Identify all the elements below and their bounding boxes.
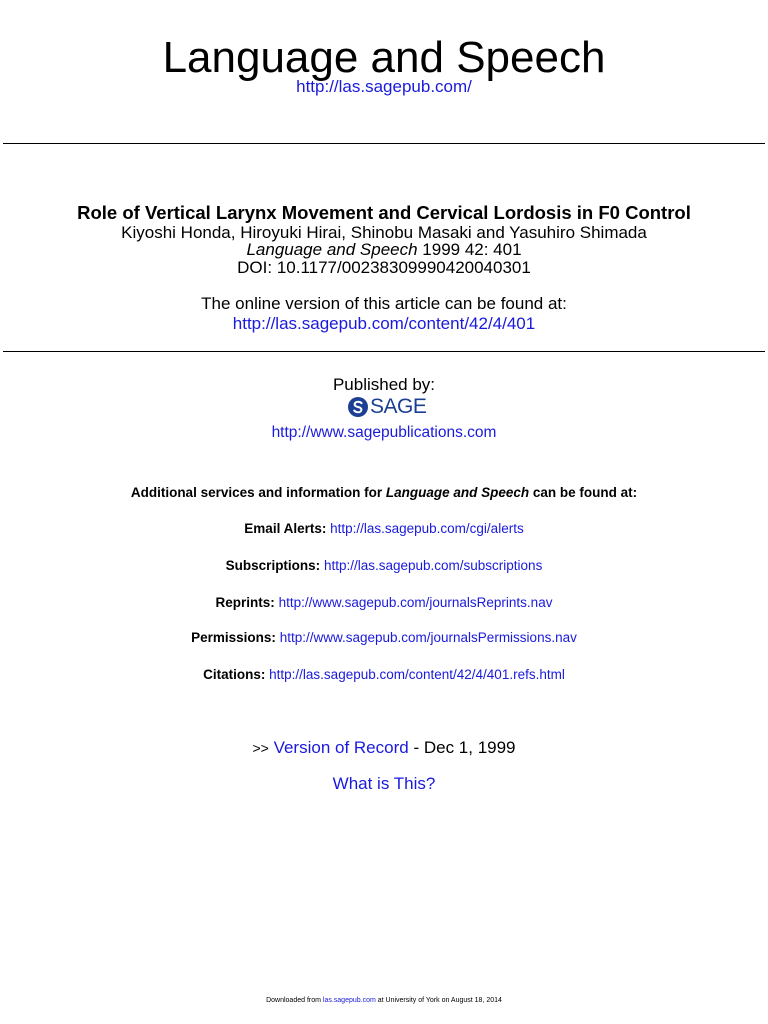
article-title: Role of Vertical Larynx Movement and Cervical Lordosis in F0 Control (77, 202, 691, 223)
version-of-record-line (0, 737, 768, 759)
online-version-line (0, 314, 768, 334)
service-row-citations (0, 666, 768, 684)
record-arrow: >> (252, 740, 269, 756)
citation-journal: Language and Speech (246, 240, 418, 259)
service-row-email-alerts (0, 520, 768, 538)
article-authors: Kiyoshi Honda, Hiroyuki Hirai, Shinobu Masaki and Yasuhiro Shimada (121, 223, 647, 242)
service-label: Subscriptions: (225, 558, 321, 573)
services-journal: Language and Speech (385, 485, 530, 500)
journal-url-link[interactable]: http://las.sagepub.com/ (296, 77, 472, 96)
middle-divider (3, 351, 765, 352)
footer-prefix: Downloaded from (266, 997, 323, 1004)
what-is-this-link[interactable]: What is This? (332, 774, 436, 793)
journal-url-line (0, 76, 768, 98)
online-version-link[interactable]: http://las.sagepub.com/content/42/4/401 (232, 314, 536, 333)
permissions-link[interactable]: http://www.sagepub.com/journalsPermissions.nav (279, 630, 577, 645)
footer-link[interactable]: las.sagepub.com (322, 997, 376, 1004)
journal-title: Language and Speech (162, 33, 606, 82)
services-suffix: can be found at: (529, 485, 638, 500)
sage-logo (347, 395, 426, 419)
top-divider (3, 143, 765, 144)
citations-link[interactable]: http://las.sagepub.com/content/42/4/401.refs.html (269, 667, 565, 682)
article-doi: DOI: 10.1177/00238309990420040301 (237, 258, 531, 277)
service-row-reprints (0, 594, 768, 612)
publisher-url-line (0, 423, 768, 443)
email-alerts-link[interactable]: http://las.sagepub.com/cgi/alerts (330, 521, 524, 536)
download-footer (0, 996, 768, 1006)
subscriptions-link[interactable]: http://las.sagepub.com/subscriptions (323, 558, 543, 573)
publisher-url-link[interactable]: http://www.sagepublications.com (271, 424, 497, 441)
sage-logo-text: SAGE (370, 395, 427, 418)
reprints-link[interactable]: http://www.sagepub.com/journalsReprints.nav (278, 595, 553, 610)
article-citation (0, 240, 768, 260)
service-row-subscriptions (0, 557, 768, 575)
services-prefix: Additional services and information for (130, 485, 386, 500)
service-label: Email Alerts: (244, 521, 327, 536)
service-row-permissions (0, 629, 768, 647)
version-of-record-link[interactable]: Version of Record (273, 738, 409, 757)
service-label: Reprints: (215, 595, 275, 610)
record-date: - Dec 1, 1999 (413, 738, 516, 757)
services-heading (0, 484, 768, 502)
sage-s-icon (347, 396, 369, 418)
citation-volume: 1999 42: 401 (417, 240, 522, 259)
what-is-this-line (0, 773, 768, 795)
online-version-label: The online version of this article can be found at: (201, 294, 567, 313)
service-label: Citations: (203, 667, 266, 682)
published-by-label: Published by: (332, 375, 436, 394)
service-label: Permissions: (191, 630, 276, 645)
footer-suffix: at University of York on August 18, 2014 (375, 997, 502, 1004)
